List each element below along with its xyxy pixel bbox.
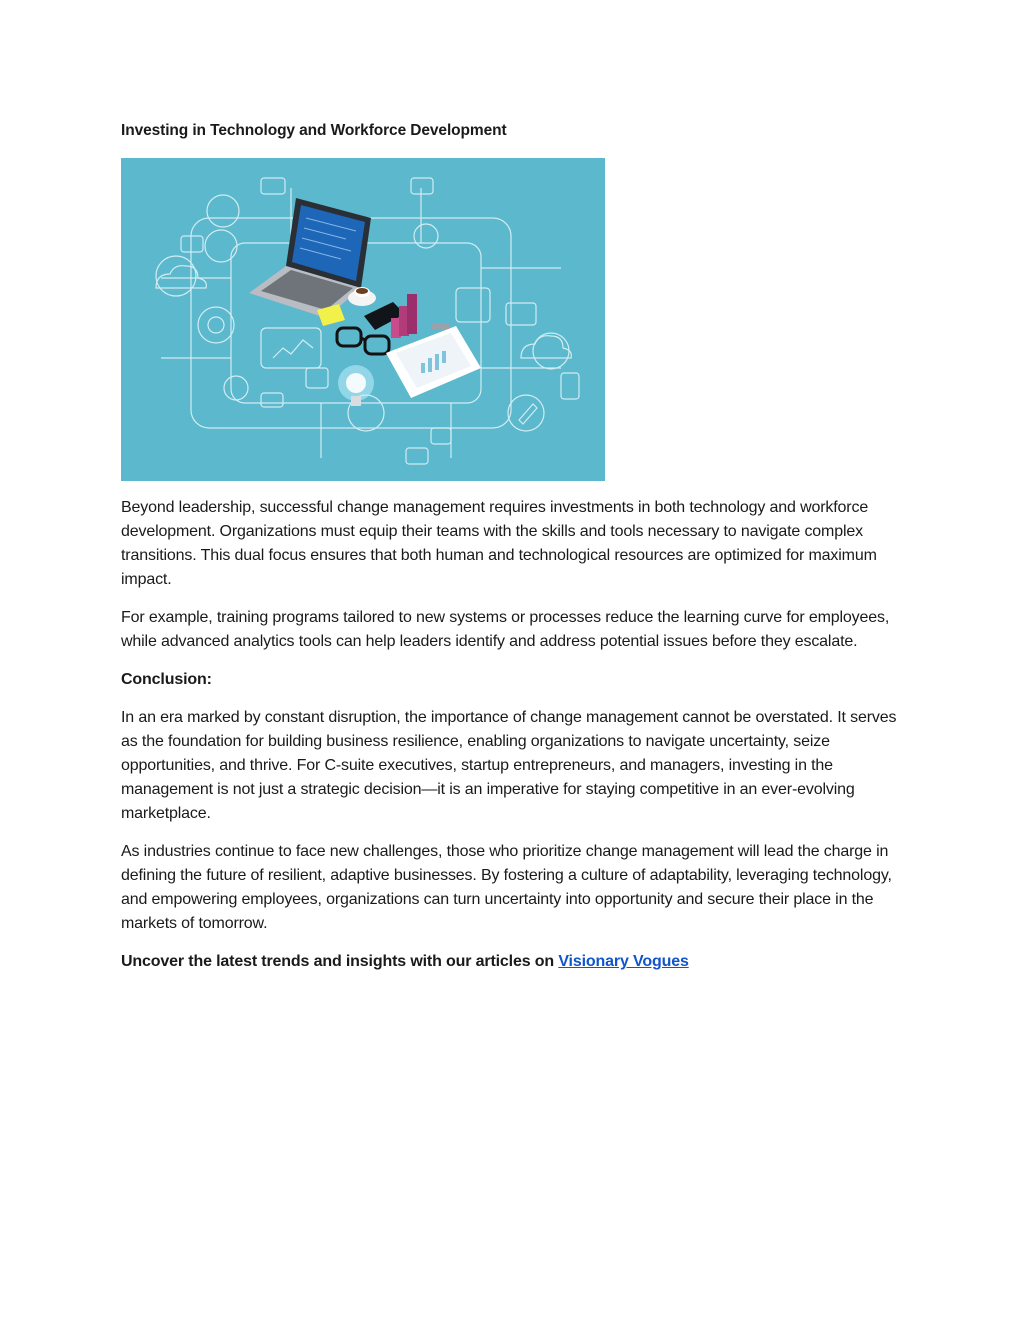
tech-workspace-image	[121, 158, 605, 481]
paragraph: As industries continue to face new challenges, those who prioritize change management will lead the charge in defining the future of resilient, adaptive businesses. By fostering a culture of adaptability, leveraging technology, and empowering employees, organizations can turn uncertainty into opportunity and secure their place in the markets of tomorrow.	[121, 843, 892, 932]
article-body	[121, 496, 911, 988]
paragraph: Beyond leadership, successful change management requires investments in both technology and workforce development. Organizations must equip their teams with the skills and tools necessary to navigate complex transitions. This dual focus ensures that both human and technological resources are optimized for maximum impact.	[121, 499, 877, 588]
paragraph: In an era marked by constant disruption, the importance of change management cannot be overstated. It serves as the foundation for building business resilience, enabling organizations to navigate uncertainty, seize opportunities, and thrive. For C-suite executives, startup entrepreneurs, and managers, investing in the management is not just a strategic decision—it is an imperative for staying competitive in an ever-evolving marketplace.	[121, 709, 897, 822]
conclusion-heading: Conclusion:	[121, 671, 212, 688]
paragraph: For example, training programs tailored to new systems or processes reduce the learning curve for employees, while advanced analytics tools can help leaders identify and address potential issues before they escalate.	[121, 609, 890, 650]
visionary-vogues-link[interactable]: Visionary Vogues	[558, 953, 689, 970]
section-heading: Investing in Technology and Workforce Development	[121, 122, 507, 139]
cta-text: Uncover the latest trends and insights with our articles on	[121, 953, 559, 970]
illustration-svg	[121, 158, 605, 481]
cta-line	[121, 950, 911, 974]
